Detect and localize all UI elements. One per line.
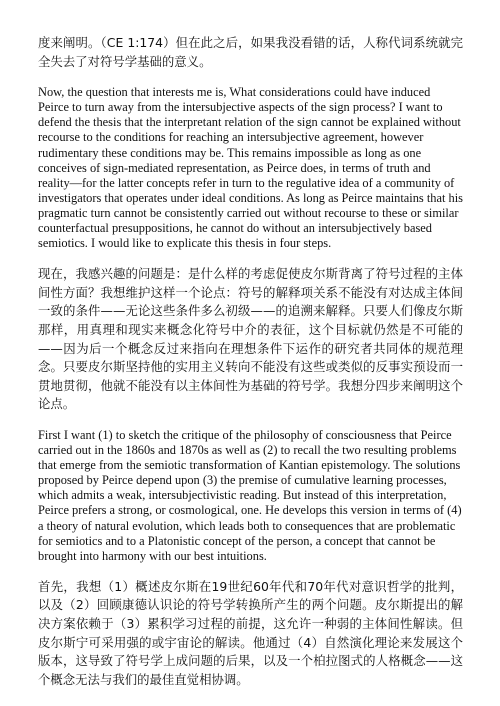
paragraph-en-2: First I want (1) to sketch the critique of the philosophy of consciousness that Peirce carried out in the 1860s and 1870s as well as (2) to recall the two resulting problems that emerge from the semiotic transformation of Kantian epistemology. The solutions proposed by Peirce depend upon (3) the premise of cumulative learning processes, which admits a weak, intersubjectivistic reading. But instead of this interpretation, Peirce prefers a strong, or cosmological, one. He develops this version in terms of (4) a theory of natural evolution, which leads both to consequences that are problematic for semiotics and to a Platonistic concept of the person, a concept that cannot be brought into harmony with our best intuitions.: [38, 427, 462, 563]
paragraph-zh-3: 首先，我想（1）概述皮尔斯在19世纪60年代和70年代对意识哲学的批判，以及（2）回顾康德认识论的符号学转换所产生的两个问题。皮尔斯提出的解决方案依赖于（3）累积学习过程的前提，这允许一种弱的主体间性解读。但皮尔斯宁可采用强的或宇宙论的解读。他通过（4）自然演化理论来发展这个版本，这导致了符号学上成问题的后果，以及一个柏拉图式的人格概念——这个概念无法与我们的最佳直觉相协调。: [38, 578, 463, 687]
paragraph-zh-1: 度来阐明。（CE 1:174）但在此之后，如果我没看错的话，人称代词系统就完全失去了对符号学基础的意义。: [38, 35, 463, 69]
paragraph-zh-2: 现在，我感兴趣的问题是：是什么样的考虑促使皮尔斯背离了符号过程的主体间性方面？我想维护这样一个论点：符号的解释项关系不能没有对达成主体间一致的条件——无论这些条件多么初级——的追溯来解释。只要人们像皮尔斯那样，用真理和现实来概念化符号中介的表征，这个目标就仍然是不可能的——因为后一个概念反过来指向在理想条件下运作的研究者共同体的规范理念。只要皮尔斯坚持他的实用主义转向不能没有这些或类似的反事实预设而一贯地贯彻，他就不能没有以主体间性为基础的符号学。我想分四步来阐明这个论点。: [38, 266, 463, 412]
paragraph-en-1: Now, the question that interests me is, What considerations could have induced Peirce to turn away from the intersubjective aspects of the sign process? I want to defend the thesis that the interpretant relation of the sign cannot be explained without recourse to the conditions for reaching an intersubjective agreement, however rudimentary these conditions may be. This remains impossible as long as one conceives of sign-mediated representation, as Peirce does, in terms of truth and reality—for the latter concepts refer in turn to the regulative idea of a community of investigators that operates under ideal conditions. As long as Peirce maintains that his pragmatic turn cannot be consistently carried out without recourse to these or similar counterfactual presuppositions, he cannot do without an intersubjectively based semiotics. I would like to explicate this thesis in four steps.: [38, 85, 463, 251]
document-page: [38, 34, 463, 689]
